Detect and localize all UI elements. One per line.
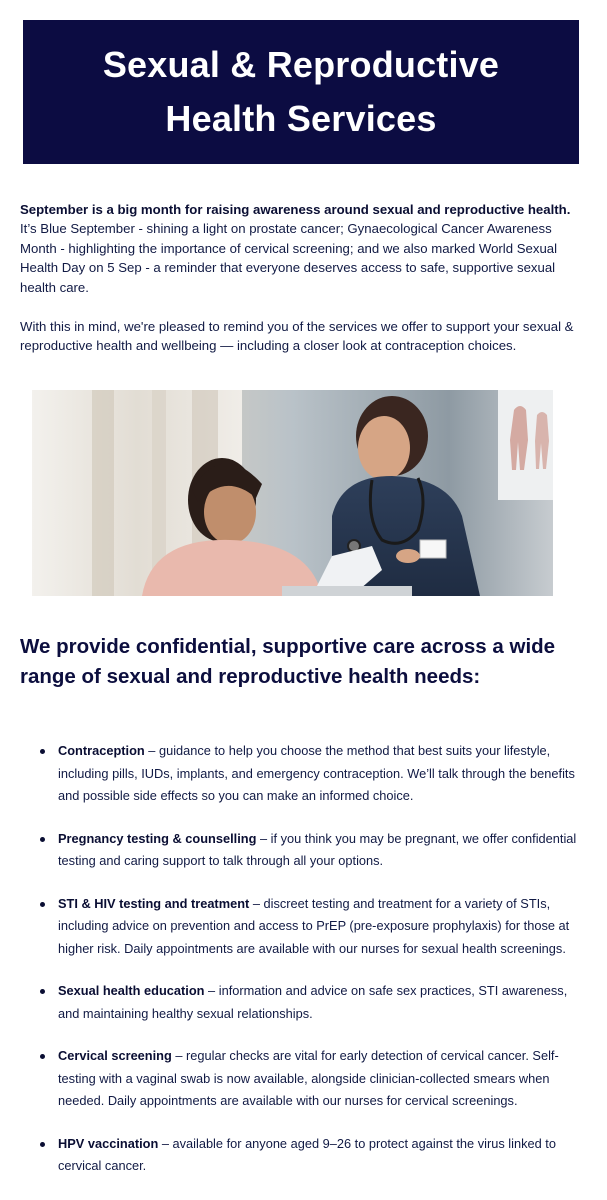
service-cervical-screening <box>20 1045 587 1113</box>
services-heading: We provide confidential, supportive care across a wide range of sexual and reproductive health needs: <box>20 635 556 688</box>
bullet-icon <box>40 902 45 907</box>
service-sti-hiv-testing <box>20 893 587 961</box>
services-list <box>20 740 587 1178</box>
service-description: – guidance to help you choose the method that best suits your lifestyle, including pills, IUDs, implants, and emergency contraception. We’ll talk through the benefits and possible side effects so you can make an informed choice. <box>58 743 575 803</box>
intro-section <box>20 200 580 356</box>
intro-second-paragraph: With this in mind, we're pleased to remind you of the services we offer to support your sexual & reproductive health and wellbeing — including a closer look at contraception choices. <box>20 319 574 354</box>
photo-illustration <box>32 390 553 596</box>
service-contraception <box>20 740 587 808</box>
service-sexual-health-education <box>20 980 587 1025</box>
page-title-line-2: Health Services <box>165 98 437 139</box>
nurse-consultation-photo <box>32 390 553 596</box>
service-description: – if you think you may be pregnant, we offer confidential testing and caring support to talk through all your options. <box>58 830 577 868</box>
bullet-icon <box>40 1054 45 1059</box>
service-description: – information and advice on safe sex practices, STI awareness, and maintaining healthy sexual relationships. <box>58 983 568 1021</box>
service-pregnancy-testing <box>20 828 587 873</box>
header-banner <box>23 20 579 164</box>
service-name: STI & HIV testing and treatment <box>58 895 250 911</box>
service-description: – available for anyone aged 9–26 to protect against the virus linked to cervical cancer. <box>58 1135 556 1173</box>
bullet-icon <box>40 749 45 754</box>
service-name: HPV vaccination <box>58 1135 159 1151</box>
bullet-icon <box>40 837 45 842</box>
page-title-line-1: Sexual & Reproductive <box>102 44 500 85</box>
service-hpv-vaccination <box>20 1133 587 1178</box>
service-description: – discreet testing and treatment for a variety of STIs, including advice on prevention and access to PrEP (pre-exposure prophylaxis) for those at higher risk. Daily appointments are available with our nurses for sexual health screenings. <box>58 895 570 956</box>
bullet-icon <box>40 1142 45 1147</box>
bullet-icon <box>40 989 45 994</box>
service-description: – regular checks are vital for early detection of cervical cancer. Self-testing with a vaginal swab is now available, alongside clinician-collected smears when needed. Daily appointments are available with our nurses for cervical screenings. <box>58 1048 559 1108</box>
page-title <box>103 38 499 146</box>
intro-lead-rest: It’s Blue September - shining a light on prostate cancer; Gynaecological Cancer Awareness Month - highlighting the importance of cervical screening; and we also marked World Sexual Health Day on 5 Sep - a reminder that everyone deserves access to safe, supportive sexual health care. <box>20 221 558 295</box>
service-name: Contraception <box>58 743 145 758</box>
intro-paragraph <box>20 200 580 297</box>
intro-lead-bold: September is a big month for raising awareness around sexual and reproductive health. <box>20 202 571 217</box>
service-name: Sexual health education <box>58 983 205 998</box>
service-name: Cervical screening <box>58 1048 172 1063</box>
service-name: Pregnancy testing & counselling <box>58 830 257 846</box>
